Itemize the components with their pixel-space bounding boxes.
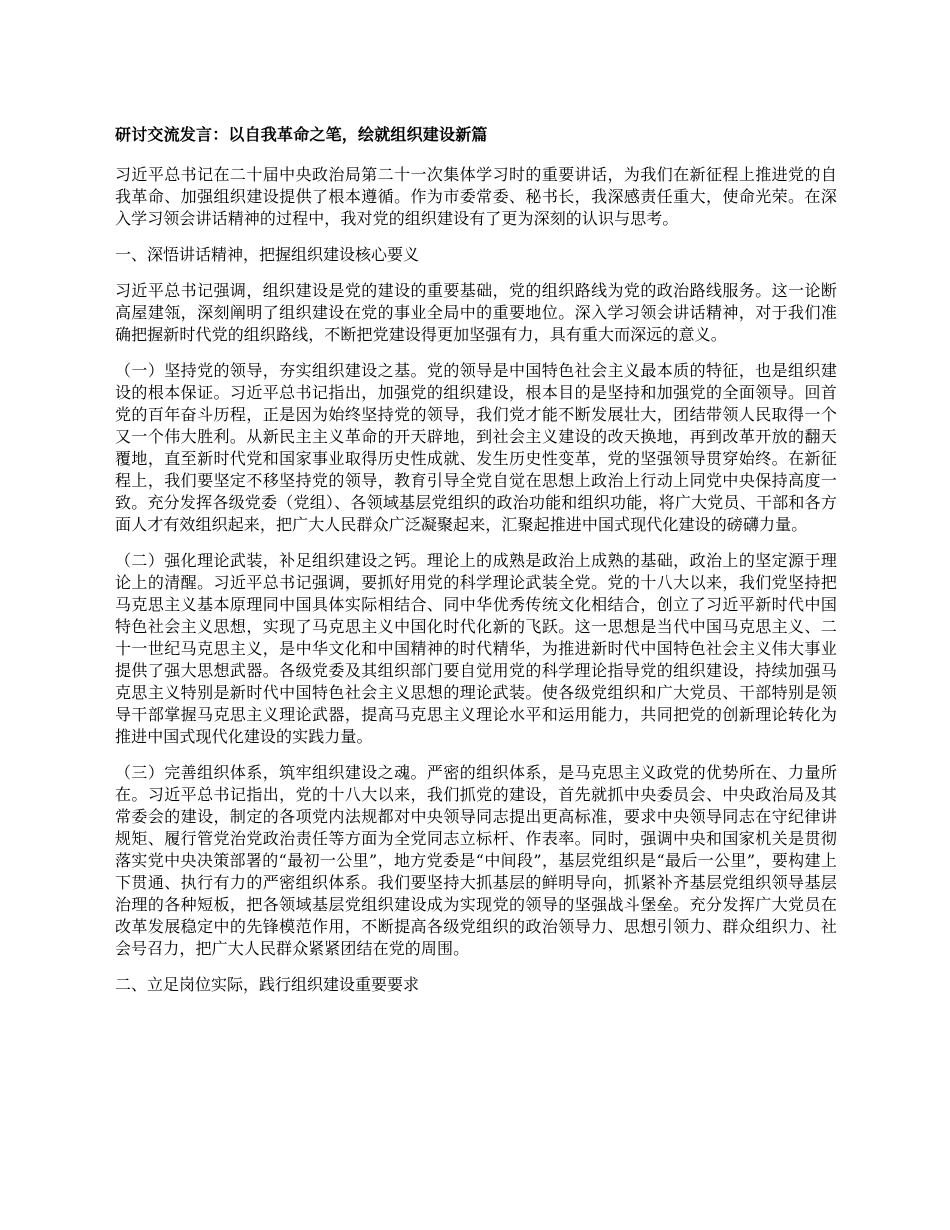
section-1-intro-paragraph: 习近平总书记强调，组织建设是党的建设的重要基础，党的组织路线为党的政治路线服务。这一论断高屋建瓴，深刻阐明了组织建设在党的事业全局中的重要地位。深入学习领会讲话精神，对于我们准确把握新时代党的组织路线，不断把党建设得更加坚强有力，具有重大而深远的意义。: [115, 281, 837, 344]
section-2-heading: 二、立足岗位实际，践行组织建设重要要求: [115, 975, 420, 994]
document-page: [115, 124, 837, 1010]
point-3-paragraph: （三）完善组织体系，筑牢组织建设之魂。严密的组织体系，是马克思主义政党的优势所在、力量所在。习近平总书记指出，党的十八大以来，我们抓党的建设，首先就抓中央委员会、中央政治局及其常委会的建设，制定的各项党内法规都对中央领导同志提出更高标准，要求中央领导同志在守纪律讲规矩、履行管党治党政治责任等方面为全党同志立标杆、作表率。同时，强调中央和国家机关是贯彻落实党中央决策部署的“最初一公里”，地方党委是“中间段”，基层党组织是“最后一公里”，要构建上下贯通、执行有力的严密组织体系。我们要坚持大抓基层的鲜明导向，抓紧补齐基层党组织领导基层治理的各种短板，把各领域基层党组织建设成为实现党的领导的坚强战斗堡垒。充分发挥广大党员在改革发展稳定中的先锋模范作用，不断提高各级党组织的政治领导力、思想引领力、群众组织力、社会号召力，把广大人民群众紧紧团结在党的周围。: [115, 763, 837, 958]
intro-paragraph: 习近平总书记在二十届中央政治局第二十一次集体学习时的重要讲话，为我们在新征程上推进党的自我革命、加强组织建设提供了根本遵循。作为市委常委、秘书长，我深感责任重大，使命光荣。在深入学习领会讲话精神的过程中，我对党的组织建设有了更为深刻的认识与思考。: [115, 165, 837, 228]
section-1-heading: 一、深悟讲话精神，把握组织建设核心要义: [115, 245, 420, 264]
point-2-paragraph: （二）强化理论武装，补足组织建设之钙。理论上的成熟是政治上成熟的基础，政治上的坚定源于理论上的清醒。习近平总书记强调，要抓好用党的科学理论武装全党。党的十八大以来，我们党坚持把马克思主义基本原理同中国具体实际相结合、同中华优秀传统文化相结合，创立了习近平新时代中国特色社会主义思想，实现了马克思主义中国化时代化新的飞跃。这一思想是当代中国马克思主义、二十一世纪马克思主义，是中华文化和中国精神的时代精华，为推进新时代中国特色社会主义伟大事业提供了强大思想武器。各级党委及其组织部门要自觉用党的科学理论指导党的组织建设，持续加强马克思主义特别是新时代中国特色社会主义思想的理论武装。使各级党组织和广大党员、干部特别是领导干部掌握马克思主义理论武器，提高马克思主义理论水平和运用能力，共同把党的创新理论转化为推进中国式现代化建设的实践力量。: [115, 551, 837, 746]
point-1-paragraph: （一）坚持党的领导，夯实组织建设之基。党的领导是中国特色社会主义最本质的特征，也是组织建设的根本保证。习近平总书记指出，加强党的组织建设，根本目的是坚持和加强党的全面领导。回首党的百年奋斗历程，正是因为始终坚持党的领导，我们党才能不断发展壮大，团结带领人民取得一个又一个伟大胜利。从新民主主义革命的开天辟地，到社会主义建设的改天换地，再到改革开放的翻天覆地，直至新时代党和国家事业取得历史性成就、发生历史性变革，党的坚强领导贯穿始终。在新征程上，我们要坚定不移坚持党的领导，教育引导全党自觉在思想上政治上行动上同党中央保持高度一致。充分发挥各级党委（党组）、各领域基层党组织的政治功能和组织功能，将广大党员、干部和各方面人才有效组织起来，把广大人民群众广泛凝聚起来，汇聚起推进中国式现代化建设的磅礴力量。: [115, 361, 837, 534]
document-title: 研讨交流发言：以自我革命之笔，绘就组织建设新篇: [115, 125, 488, 144]
